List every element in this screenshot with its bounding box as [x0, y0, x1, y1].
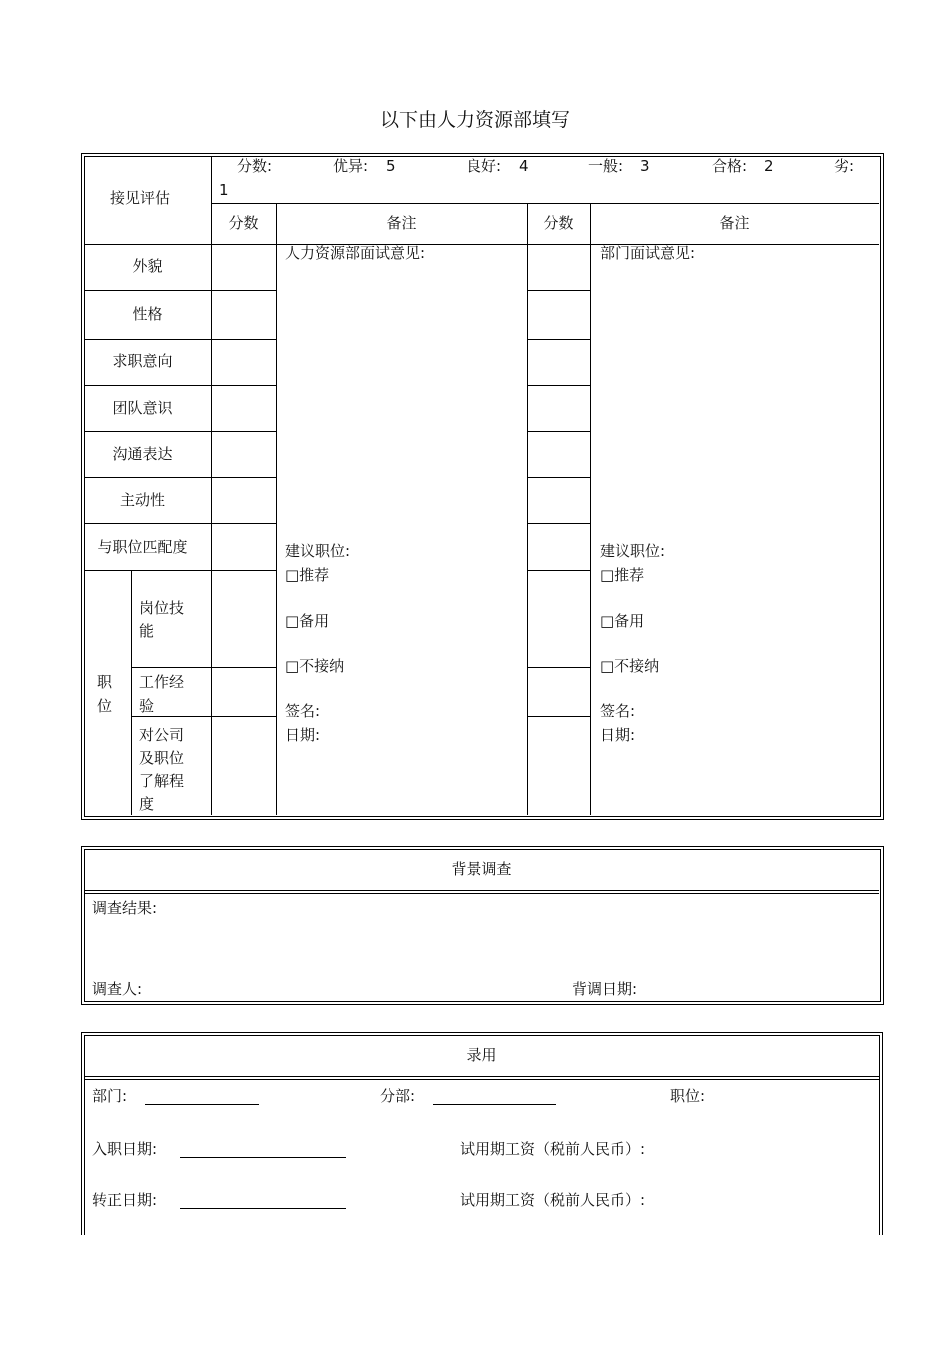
row-appearance: 外貌 — [132, 257, 163, 275]
scale-poor: 劣: — [834, 157, 855, 175]
hr-sign: 签名: — [285, 702, 321, 720]
row-job-intention: 求职意向 — [112, 352, 173, 370]
hire-start-date-label: 入职日期: — [92, 1140, 158, 1158]
background-date: 背调日期: — [572, 980, 638, 998]
scale-excellent: 优异: — [333, 157, 369, 175]
hire-branch-label: 分部: — [380, 1087, 416, 1105]
dept-opinion-heading: 部门面试意见: — [600, 244, 696, 262]
hr-option-recommend[interactable]: □推荐 — [285, 566, 330, 584]
hr-option-reject[interactable]: □不接纳 — [285, 657, 345, 675]
scale-pass: 合格: — [712, 157, 748, 175]
hire-regular-date-field[interactable] — [180, 1208, 346, 1209]
col-score-1: 分数 — [228, 214, 259, 232]
position-group-label-2: 位 — [97, 697, 113, 715]
dept-option-recommend[interactable]: □推荐 — [600, 566, 645, 584]
scale-pass-val: 2 — [764, 157, 774, 175]
row-experience-line2: 验 — [139, 697, 155, 715]
hire-regular-date-label: 转正日期: — [92, 1191, 158, 1209]
col-score-2: 分数 — [543, 214, 574, 232]
hr-opinion-heading: 人力资源部面试意见: — [285, 244, 426, 262]
scale-average-val: 3 — [640, 157, 650, 175]
background-result: 调查结果: — [92, 899, 158, 917]
row-skill-line2: 能 — [139, 622, 155, 640]
dept-option-backup[interactable]: □备用 — [600, 612, 645, 630]
hire-branch-field[interactable] — [433, 1104, 556, 1105]
background-investigator: 调查人: — [92, 980, 143, 998]
hire-dept-label: 部门: — [92, 1087, 128, 1105]
scale-excellent-val: 5 — [386, 157, 396, 175]
col-remark-2: 备注 — [719, 214, 750, 232]
dept-suggest-position: 建议职位: — [600, 542, 666, 560]
dept-sign: 签名: — [600, 702, 636, 720]
scale-poor-val: 1 — [219, 181, 229, 199]
hr-date: 日期: — [285, 726, 321, 744]
row-position-fit: 与职位匹配度 — [97, 538, 188, 556]
row-skill-line1: 岗位技 — [139, 599, 185, 617]
eval-label: 接见评估 — [110, 189, 171, 207]
hire-position-label: 职位: — [670, 1087, 706, 1105]
dept-option-reject[interactable]: □不接纳 — [600, 657, 660, 675]
page-title: 以下由人力资源部填写 — [379, 109, 570, 131]
position-group-label-1: 职 — [97, 673, 113, 691]
background-title: 背景调查 — [451, 860, 512, 878]
row-communication: 沟通表达 — [112, 445, 173, 463]
row-understanding-line4: 度 — [139, 795, 155, 813]
row-initiative: 主动性 — [119, 491, 165, 509]
hire-start-date-field[interactable] — [180, 1157, 346, 1158]
row-personality: 性格 — [132, 305, 163, 323]
score-scale-label: 分数: — [237, 157, 273, 175]
hire-title: 录用 — [466, 1046, 497, 1064]
hire-dept-field[interactable] — [145, 1104, 259, 1105]
row-understanding-line1: 对公司 — [139, 726, 185, 744]
hire-probation-salary-label: 试用期工资（税前人民币）: — [460, 1140, 646, 1158]
dept-date: 日期: — [600, 726, 636, 744]
row-understanding-line2: 及职位 — [139, 749, 185, 767]
row-understanding-line3: 了解程 — [139, 772, 185, 790]
hire-salary-2-label: 试用期工资（税前人民币）: — [460, 1191, 646, 1209]
scale-average: 一般: — [588, 157, 624, 175]
hr-option-backup[interactable]: □备用 — [285, 612, 330, 630]
row-experience-line1: 工作经 — [139, 673, 185, 691]
scale-good-val: 4 — [519, 157, 529, 175]
scale-good: 良好: — [466, 157, 502, 175]
col-remark-1: 备注 — [386, 214, 417, 232]
hr-suggest-position: 建议职位: — [285, 542, 351, 560]
row-teamwork: 团队意识 — [112, 399, 173, 417]
